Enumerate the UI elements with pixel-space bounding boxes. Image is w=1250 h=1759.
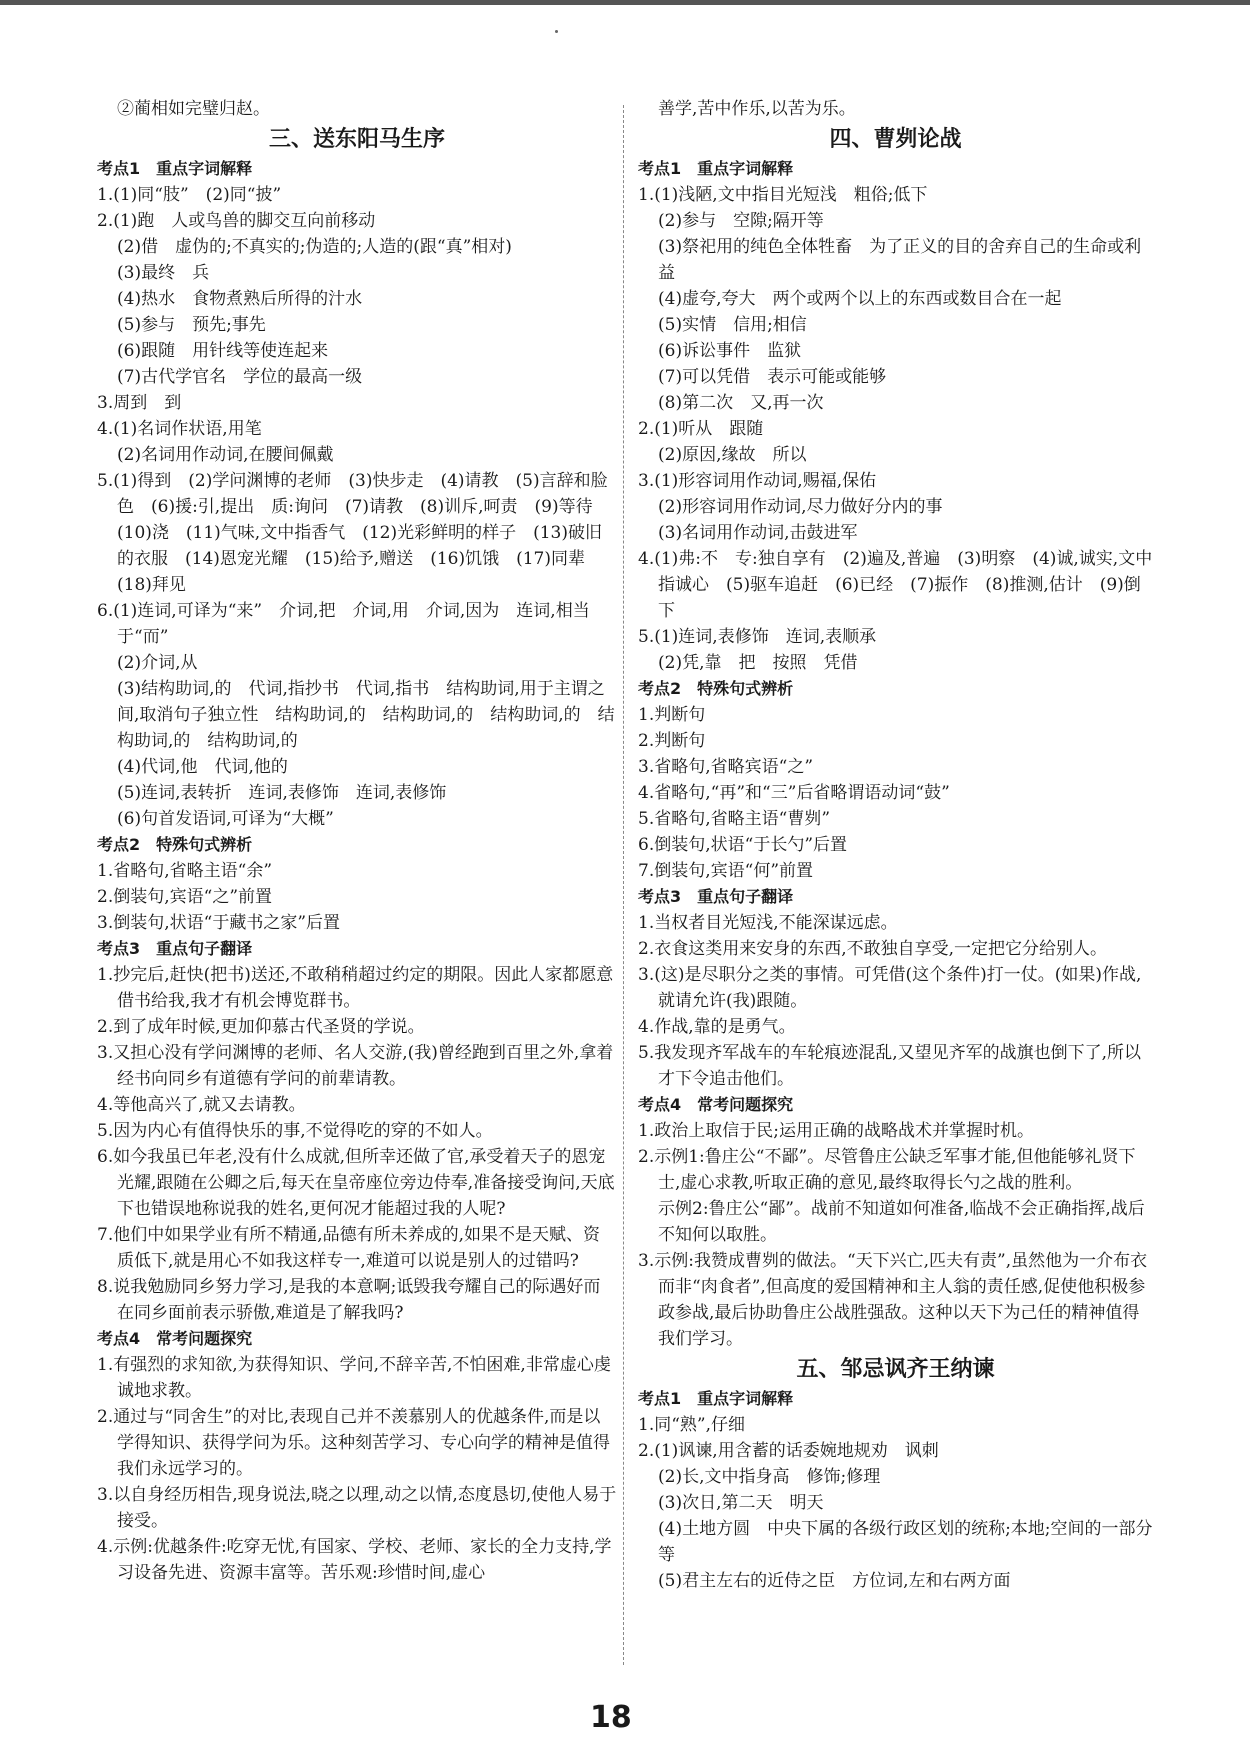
section-title: 五、邹忌讽齐王纳谏 bbox=[796, 1356, 995, 1382]
answer-line: 6.倒装句,状语“于长勺”后置 bbox=[638, 835, 848, 855]
section-title: 三、送东阳马生序 bbox=[268, 126, 445, 152]
right-column bbox=[638, 96, 1153, 1594]
answer-line: (3)次日,第二天 明天 bbox=[658, 1493, 824, 1513]
answer-line: 1.有强烈的求知欲,为获得知识、学问,不辞辛苦,不怕困难,非常虚心虔诚地求教。 bbox=[97, 1355, 611, 1401]
answer-line: 7.他们中如果学业有所不精通,品德有所未养成的,如果不是天赋、资质低下,就是用心不如我这样专一,难道可以说是别人的过错吗? bbox=[97, 1225, 601, 1271]
answer-line: 2.倒装句,宾语“之”前置 bbox=[97, 887, 273, 907]
topic-heading: 考点2 特殊句式辨析 bbox=[638, 679, 794, 698]
answer-line: 4.等他高兴了,就又去请教。 bbox=[97, 1095, 306, 1115]
answer-line: (6)诉讼事件 监狱 bbox=[658, 341, 802, 361]
answer-line: 1.(1)浅陋,文中指目光短浅 粗俗;低下 bbox=[638, 185, 928, 205]
answer-line: 2.衣食这类用来安身的东西,不敢独自享受,一定把它分给别人。 bbox=[638, 939, 1108, 959]
answer-line: 1.当权者目光短浅,不能深谋远虑。 bbox=[638, 913, 898, 933]
answer-line: 2.(1)跑 人或鸟兽的脚交互向前移动 bbox=[97, 211, 376, 231]
answer-line: (2)长,文中指身高 修饰;修理 bbox=[658, 1467, 881, 1487]
answer-line: (6)跟随 用针线等使连起来 bbox=[117, 341, 329, 361]
topic-heading: 考点3 重点句子翻译 bbox=[638, 887, 794, 906]
answer-line: (4)虚夸,夸大 两个或两个以上的东西或数目合在一起 bbox=[658, 289, 1062, 309]
answer-line: 5.省略句,省略主语“曹刿” bbox=[638, 809, 831, 829]
answer-line: 2.(1)讽谏,用含蓄的话委婉地规劝 讽刺 bbox=[638, 1441, 939, 1461]
answer-line: 5.(1)连词,表修饰 连词,表顺承 bbox=[638, 627, 877, 647]
answer-line: 5.因为内心有值得快乐的事,不觉得吃的穿的不如人。 bbox=[97, 1121, 493, 1141]
topic-heading: 考点4 常考问题探究 bbox=[638, 1095, 794, 1114]
answer-line: 2.判断句 bbox=[638, 731, 706, 751]
answer-line: 1.省略句,省略主语“余” bbox=[97, 861, 273, 881]
top-border bbox=[0, 0, 1250, 5]
topic-heading: 考点4 常考问题探究 bbox=[97, 1329, 253, 1348]
topic-heading: 考点1 重点字词解释 bbox=[638, 1389, 794, 1408]
topic-heading: 考点2 特殊句式辨析 bbox=[97, 835, 253, 854]
answer-line: 7.倒装句,宾语“何”前置 bbox=[638, 861, 814, 881]
answer-line: (5)连词,表转折 连词,表修饰 连词,表修饰 bbox=[117, 783, 447, 803]
answer-line: ②蔺相如完璧归赵。 bbox=[117, 99, 270, 119]
answer-line: (7)古代学官名 学位的最高一级 bbox=[117, 367, 363, 387]
answer-line: (7)可以凭借 表示可能或能够 bbox=[658, 367, 887, 387]
answer-line: 2.通过与“同舍生”的对比,表现自己并不羡慕别人的优越条件,而是以学得知识、获得学问为乐。这种刻苦学习、专心向学的精神是值得我们永远学习的。 bbox=[97, 1407, 610, 1479]
answer-line: (4)代词,他 代词,他的 bbox=[117, 757, 288, 777]
answer-line: 3.(这)是尽职分之类的事情。可凭借(这个条件)打一仗。(如果)作战,就请允许(我)跟随。 bbox=[638, 965, 1142, 1011]
answer-line: 3.示例:我赞成曹刿的做法。“天下兴亡,匹夫有责”,虽然他为一介布衣而非“肉食者”,但高度的爱国精神和主人翁的责任感,促使他积极参政参战,最后协助鲁庄公战胜强敌。这种以天下为己任的精神值得我们学习。 bbox=[638, 1251, 1148, 1349]
answer-line: (3)名词用作动词,击鼓进军 bbox=[658, 523, 858, 543]
answer-line: (2)名词用作动词,在腰间佩戴 bbox=[117, 445, 334, 465]
left-column bbox=[97, 96, 617, 1586]
answer-line: (2)原因,缘故 所以 bbox=[658, 445, 807, 465]
answer-line: 4.作战,靠的是勇气。 bbox=[638, 1017, 796, 1037]
answer-line: 3.(1)形容词用作动词,赐福,保佑 bbox=[638, 471, 877, 491]
answer-line: 4.(1)弗:不 专:独自享有 (2)遍及,普遍 (3)明察 (4)诚,诚实,文中指诚心 (5)驱车追赶 (6)已经 (7)振作 (8)推测,估计 (9)倒下 bbox=[638, 549, 1153, 621]
answer-line: 1.(1)同“肢” (2)同“披” bbox=[97, 185, 282, 205]
answer-line: 2.(1)听从 跟随 bbox=[638, 419, 764, 439]
answer-line: 2.到了成年时候,更加仰慕古代圣贤的学说。 bbox=[97, 1017, 425, 1037]
topic-heading: 考点1 重点字词解释 bbox=[638, 159, 794, 178]
answer-line: 1.判断句 bbox=[638, 705, 706, 725]
answer-line: 4.省略句,“再”和“三”后省略谓语动词“鼓” bbox=[638, 783, 950, 803]
answer-line: 1.同“熟”,仔细 bbox=[638, 1415, 746, 1435]
scan-mark bbox=[555, 30, 558, 33]
answer-line: (3)结构助词,的 代词,指抄书 代词,指书 结构助词,用于主谓之间,取消句子独立性 结构助词,的 结构助词,的 结构助词,的 结构助词,的 结构助词,的 bbox=[117, 679, 615, 751]
topic-heading: 考点1 重点字词解释 bbox=[97, 159, 253, 178]
answer-line: (2)形容词用作动词,尽力做好分内的事 bbox=[658, 497, 943, 517]
page-number: 18 bbox=[590, 1700, 632, 1735]
answer-line: 示例2:鲁庄公“鄙”。战前不知道如何准备,临战不会正确指挥,战后不知何以取胜。 bbox=[658, 1199, 1145, 1245]
answer-line: 2.示例1:鲁庄公“不鄙”。尽管鲁庄公缺乏军事才能,但他能够礼贤下士,虚心求教,听取正确的意见,最终取得长勺之战的胜利。 bbox=[638, 1147, 1136, 1193]
answer-line: 4.示例:优越条件:吃穿无忧,有国家、学校、老师、家长的全力支持,学习设备先进、资源丰富等。苦乐观:珍惜时间,虚心 bbox=[97, 1537, 612, 1583]
answer-line: (5)参与 预先;事先 bbox=[117, 315, 266, 335]
answer-line: (5)君主左右的近侍之臣 方位词,左和右两方面 bbox=[658, 1571, 1011, 1591]
answer-line: (2)凭,靠 把 按照 凭借 bbox=[658, 653, 858, 673]
answer-line: (2)参与 空隙;隔开等 bbox=[658, 211, 824, 231]
answer-line: 5.我发现齐军战车的车轮痕迹混乱,又望见齐军的战旗也倒下了,所以才下令追击他们。 bbox=[638, 1043, 1142, 1089]
answer-line: (2)借 虚伪的;不真实的;伪造的;人造的(跟“真”相对) bbox=[117, 237, 512, 257]
answer-line: 3.又担心没有学问渊博的老师、名人交游,(我)曾经跑到百里之外,拿着经书向同乡有道德有学问的前辈请教。 bbox=[97, 1043, 614, 1089]
answer-line: (3)最终 兵 bbox=[117, 263, 210, 283]
column-divider bbox=[623, 105, 624, 1665]
answer-line: (3)祭祀用的纯色全体牲畜 为了正义的目的舍弃自己的生命或利益 bbox=[658, 237, 1142, 283]
answer-line: (6)句首发语词,可译为“大概” bbox=[117, 809, 334, 829]
answer-line: 4.(1)名词作状语,用笔 bbox=[97, 419, 262, 439]
section-title: 四、曹刿论战 bbox=[829, 126, 962, 152]
answer-line: 3.周到 到 bbox=[97, 393, 182, 413]
answer-line: 3.省略句,省略宾语“之” bbox=[638, 757, 814, 777]
answer-line: (5)实情 信用;相信 bbox=[658, 315, 807, 335]
topic-heading: 考点3 重点句子翻译 bbox=[97, 939, 253, 958]
answer-line: (4)土地方圆 中央下属的各级行政区划的统称;本地;空间的一部分等 bbox=[658, 1519, 1153, 1565]
answer-line: 6.如今我虽已年老,没有什么成就,但所幸还做了官,承受着天子的恩宠光耀,跟随在公卿之后,每天在皇帝座位旁边侍奉,准备接受询问,天底下也错误地称说我的姓名,更何况才能超过我的人呢? bbox=[97, 1147, 615, 1219]
answer-line: (2)介词,从 bbox=[117, 653, 198, 673]
answer-line: 8.说我勉励同乡努力学习,是我的本意啊;诋毁我夸耀自己的际遇好而在同乡面前表示骄傲,难道是了解我吗? bbox=[97, 1277, 601, 1323]
answer-line: (8)第二次 又,再一次 bbox=[658, 393, 824, 413]
answer-line: (4)热水 食物煮熟后所得的汁水 bbox=[117, 289, 363, 309]
answer-line: 6.(1)连词,可译为“来” 介词,把 介词,用 介词,因为 连词,相当于“而” bbox=[97, 601, 590, 647]
answer-line: 5.(1)得到 (2)学问渊博的老师 (3)快步走 (4)请教 (5)言辞和脸色 (6)援:引,提出 质:询问 (7)请教 (8)训斥,呵责 (9)等待 (10)浇 (11)气味,文中指香气 (12)光彩鲜明的样子 (13)破旧的衣服 (14)恩宠光耀 (15)给予,赠送 (16)饥饿 (17)同辈 (18)拜见 bbox=[97, 471, 610, 595]
answer-line: 1.抄完后,赶快(把书)送还,不敢稍稍超过约定的期限。因此人家都愿意借书给我,我才有机会博览群书。 bbox=[97, 965, 614, 1011]
answer-line: 1.政治上取信于民;运用正确的战略战术并掌握时机。 bbox=[638, 1121, 1034, 1141]
answer-line: 3.以自身经历相告,现身说法,晓之以理,动之以情,态度恳切,使他人易于接受。 bbox=[97, 1485, 617, 1531]
answer-line: 善学,苦中作乐,以苦为乐。 bbox=[658, 99, 856, 119]
answer-line: 3.倒装句,状语“于藏书之家”后置 bbox=[97, 913, 341, 933]
